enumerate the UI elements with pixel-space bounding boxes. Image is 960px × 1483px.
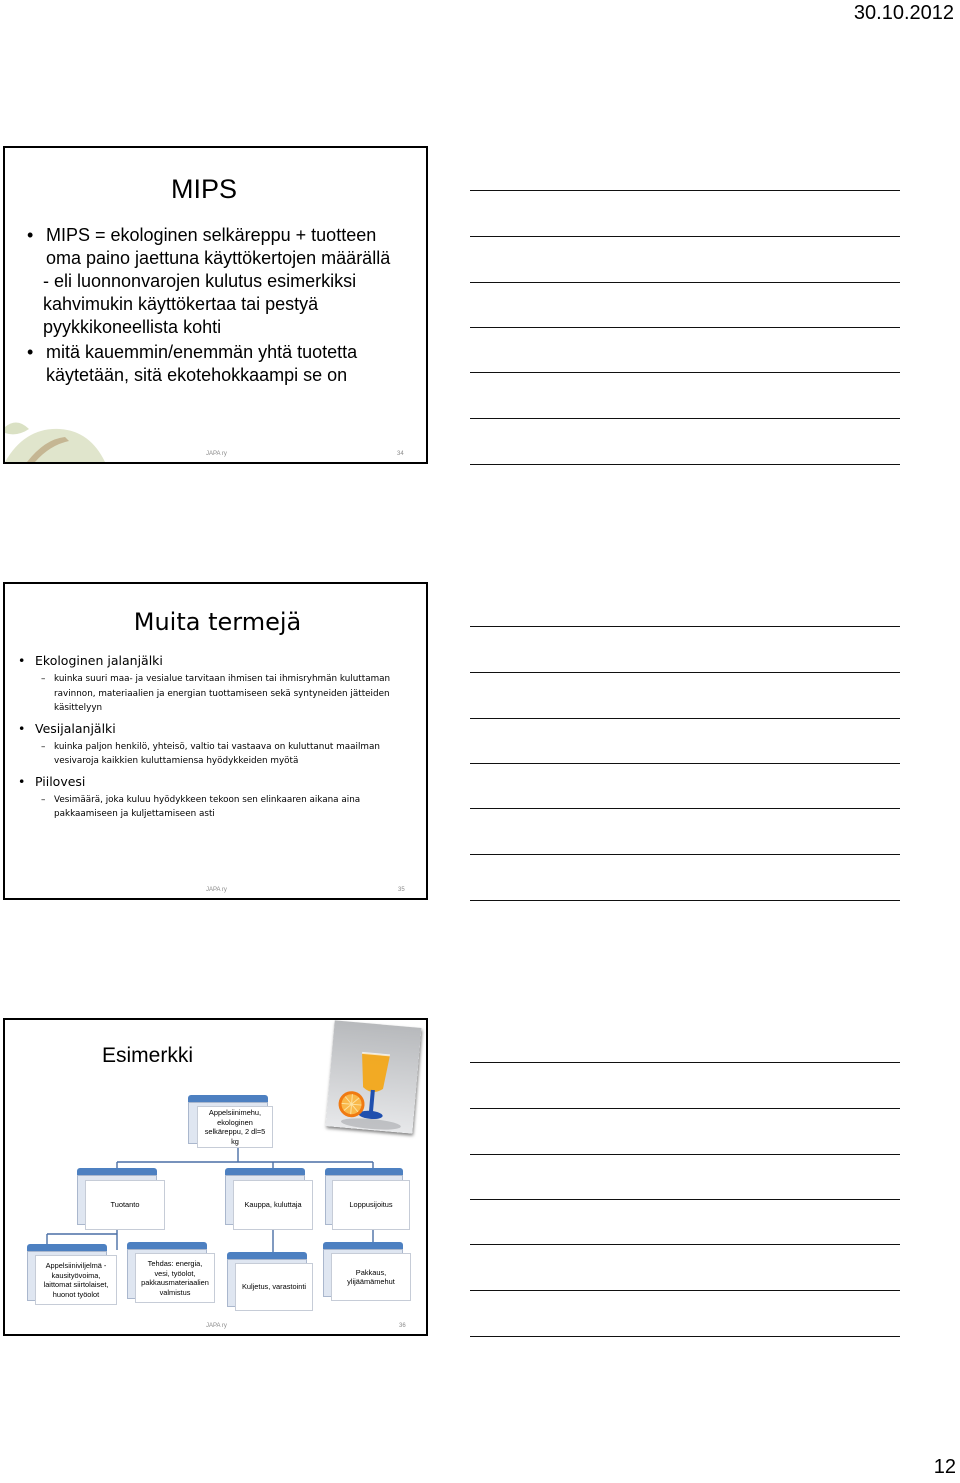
tree-node-level3: Tehdas: energia, vesi, työolot, pakkausmateriaalien valmistus — [135, 1253, 215, 1303]
print-date: 30.10.2012 — [853, 2, 954, 24]
slide-title: MIPS — [170, 174, 237, 204]
slide-muita-termeja — [3, 582, 428, 900]
term-label: • Vesijalanjälki — [17, 720, 417, 738]
slide-title: Esimerkki — [102, 1044, 194, 1067]
sub-bullet: - eli luonnonvarojen kulutus esimerkiksi kahvimukin käyttökertaa tai pestyä pyykkikoneellista kohti — [43, 271, 357, 337]
tree-node-level2: Tuotanto — [85, 1180, 165, 1230]
slide-esimerkki — [3, 1018, 428, 1336]
term-label: • Piilovesi — [17, 773, 417, 791]
slide-body — [25, 224, 405, 387]
bullet: • mitä kauemmin/enemmän yhtä tuotetta käytetään, sitä ekotehokkaampi se on — [25, 341, 405, 387]
tree-node-level2: Loppusijoitus — [332, 1180, 410, 1230]
term-description: – kuinka suuri maa- ja vesialue tarvitaan ihmisen tai ihmisryhmän kuluttaman ravinnon, materiaalien ja energian tuottamiseen sekä syntyneiden jätteiden käsittelyyn — [17, 672, 417, 716]
slide-footer-org: JAPA ry — [206, 887, 227, 893]
page-number: 12 — [933, 1456, 956, 1478]
slide-footer-number: 35 — [398, 887, 405, 893]
slide-footer-number: 34 — [397, 451, 404, 457]
tree-root-node: Appelsiinimehu, ekologinen selkäreppu, 2 dl=5 kg — [197, 1106, 273, 1148]
term-label: • Ekologinen jalanjälki — [17, 652, 417, 670]
tree-node-level3: Kuljetus, varastointi — [235, 1263, 313, 1311]
slide-footer-org: JAPA ry — [206, 451, 227, 457]
tree-node-level3: Pakkaus, ylijäämämehut — [331, 1253, 411, 1301]
term-description: – kuinka paljon henkilö, yhteisö, valtio tai vastaava on kuluttanut maailman vesivaroja kaikkien kuluttamiensa hyödykkeiden myötä — [17, 740, 417, 769]
term-description: – Vesimäärä, joka kuluu hyödykkeen tekoon sen elinkaaren aikana aina pakkaamiseen ja kuljettamiseen asti — [17, 793, 417, 822]
slide-body — [17, 648, 417, 822]
slide-footer-number: 36 — [399, 1323, 406, 1329]
slide-title: Muita termejä — [133, 608, 302, 636]
tree-node-level2: Kauppa, kuluttaja — [233, 1180, 313, 1230]
slide-mips — [3, 146, 428, 464]
bullet: • MIPS = ekologinen selkäreppu + tuotteen oma paino jaettuna käyttökertojen määrällä — [25, 224, 405, 270]
tree-node-level3: Appelsiiniviljelmä - kausityövoima, laittomat siirtolaiset, huonot työolot — [35, 1255, 117, 1305]
slide-footer-org: JAPA ry — [206, 1323, 227, 1329]
